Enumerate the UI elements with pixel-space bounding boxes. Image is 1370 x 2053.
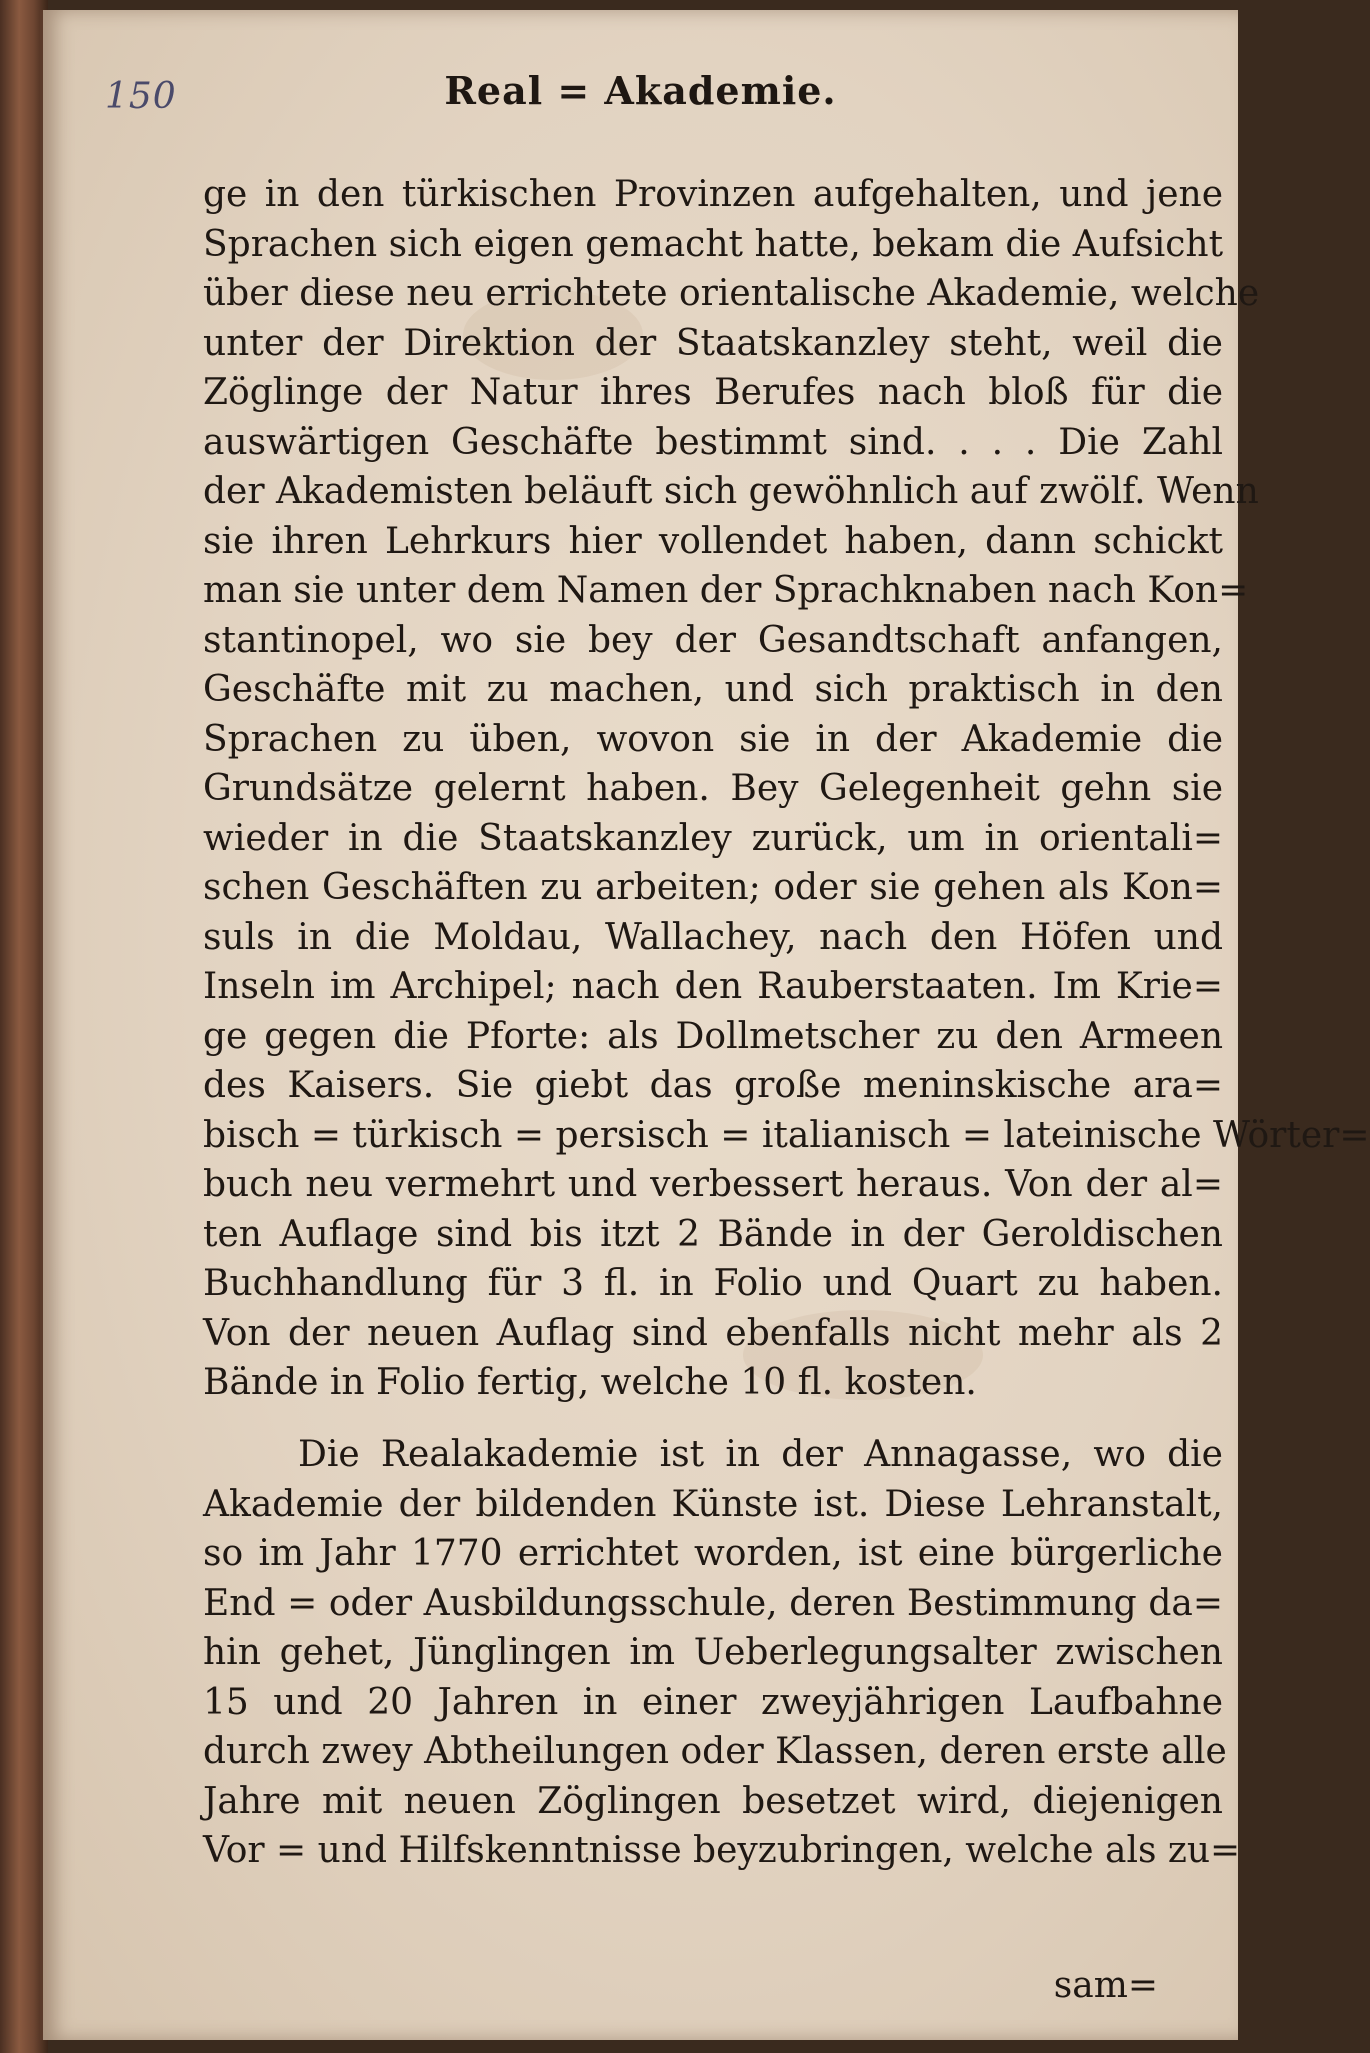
text-line: wieder in die Staatskanzley zurück, um in orientali=: [203, 817, 1223, 859]
text-line: man sie unter dem Namen der Sprachknaben nach Kon=: [203, 570, 1249, 611]
book-page: [40, 10, 1370, 2040]
page-number: 150: [105, 76, 177, 117]
text-line: Bände in Folio fertig, welche 10 fl. kosten.: [203, 1362, 977, 1403]
text-line: stantinopel, wo sie bey der Gesandtschaft anfangen,: [203, 619, 1223, 661]
text-line: Zöglinge der Natur ihres Berufes nach bloß für die: [203, 372, 1223, 413]
text-line: buch neu vermehrt und verbessert heraus. Von der al=: [203, 1164, 1223, 1205]
text-line: Sprachen sich eigen gemacht hatte, bekam die Aufsicht: [203, 223, 1224, 265]
text-line: Buchhandlung für 3 fl. in Folio und Quart zu haben.: [203, 1263, 1223, 1304]
paragraph-1: [203, 170, 1370, 1408]
text-line: ge in den türkischen Provinzen aufgehalten, und jene: [203, 174, 1223, 215]
text-line: Sprachen zu üben, wovon sie in der Akademie die: [203, 718, 1223, 760]
text-line: des Kaisers. Sie giebt das große meninskische ara=: [203, 1065, 1223, 1106]
text-line: so im Jahr 1770 errichtet worden, ist eine bürgerliche: [203, 1533, 1223, 1574]
text-line: auswärtigen Geschäfte bestimmt sind. . . . Die Zahl: [203, 421, 1223, 463]
text-line: hin gehet, Jünglingen im Ueberlegungsalter zwischen: [203, 1632, 1223, 1673]
text-line: suls in die Moldau, Wallachey, nach den Höfen und: [203, 916, 1223, 958]
catchword: sam=: [1053, 1965, 1158, 2006]
text-line: ten Auflage sind bis itzt 2 Bände in der Geroldischen: [203, 1213, 1223, 1255]
text-line: Jahre mit neuen Zöglingen besetzet wird, diejenigen: [203, 1780, 1223, 1822]
text-line: Geschäfte mit zu machen, und sich praktisch in den: [203, 669, 1223, 710]
text-line: schen Geschäften zu arbeiten; oder sie gehen als Kon=: [203, 867, 1223, 908]
text-line: Grundsätze gelernt haben. Bey Gelegenheit gehn sie: [203, 768, 1223, 809]
text-line: End = oder Ausbildungsschule, deren Bestimmung da=: [203, 1582, 1223, 1624]
text-line: unter der Direktion der Staatskanzley steht, weil die: [203, 322, 1223, 364]
text-line: 15 und 20 Jahren in einer zweyjährigen Laufbahne: [203, 1681, 1223, 1723]
text-line: ge gegen die Pforte: als Dollmetscher zu den Armeen: [203, 1015, 1223, 1057]
paragraph-2: [203, 1430, 1241, 1876]
text-line: Von der neuen Auflag sind ebenfalls nicht mehr als 2: [203, 1312, 1223, 1354]
text-line: Akademie der bildenden Künste ist. Diese Lehranstalt,: [203, 1483, 1223, 1525]
text-line: der Akademisten beläuft sich gewöhnlich auf zwölf. Wenn: [203, 471, 1259, 512]
text-line: Die Realakademie ist in der Annagasse, wo die: [298, 1434, 1223, 1475]
text-line: Vor = und Hilfskenntnisse beyzubringen, welche als zu=: [203, 1830, 1241, 1871]
text-line: durch zwey Abtheilungen oder Klassen, deren erste alle: [203, 1731, 1227, 1772]
running-head: Real = Akademie.: [444, 68, 837, 113]
text-line: bisch = türkisch = persisch = italianisch = lateinische Wörter=: [203, 1114, 1370, 1156]
text-line: Inseln im Archipel; nach den Rauberstaaten. Im Krie=: [203, 966, 1223, 1007]
text-line: sie ihren Lehrkurs hier vollendet haben, dann schickt: [203, 520, 1223, 562]
text-line: über diese neu errichtete orientalische Akademie, welche: [203, 273, 1260, 314]
